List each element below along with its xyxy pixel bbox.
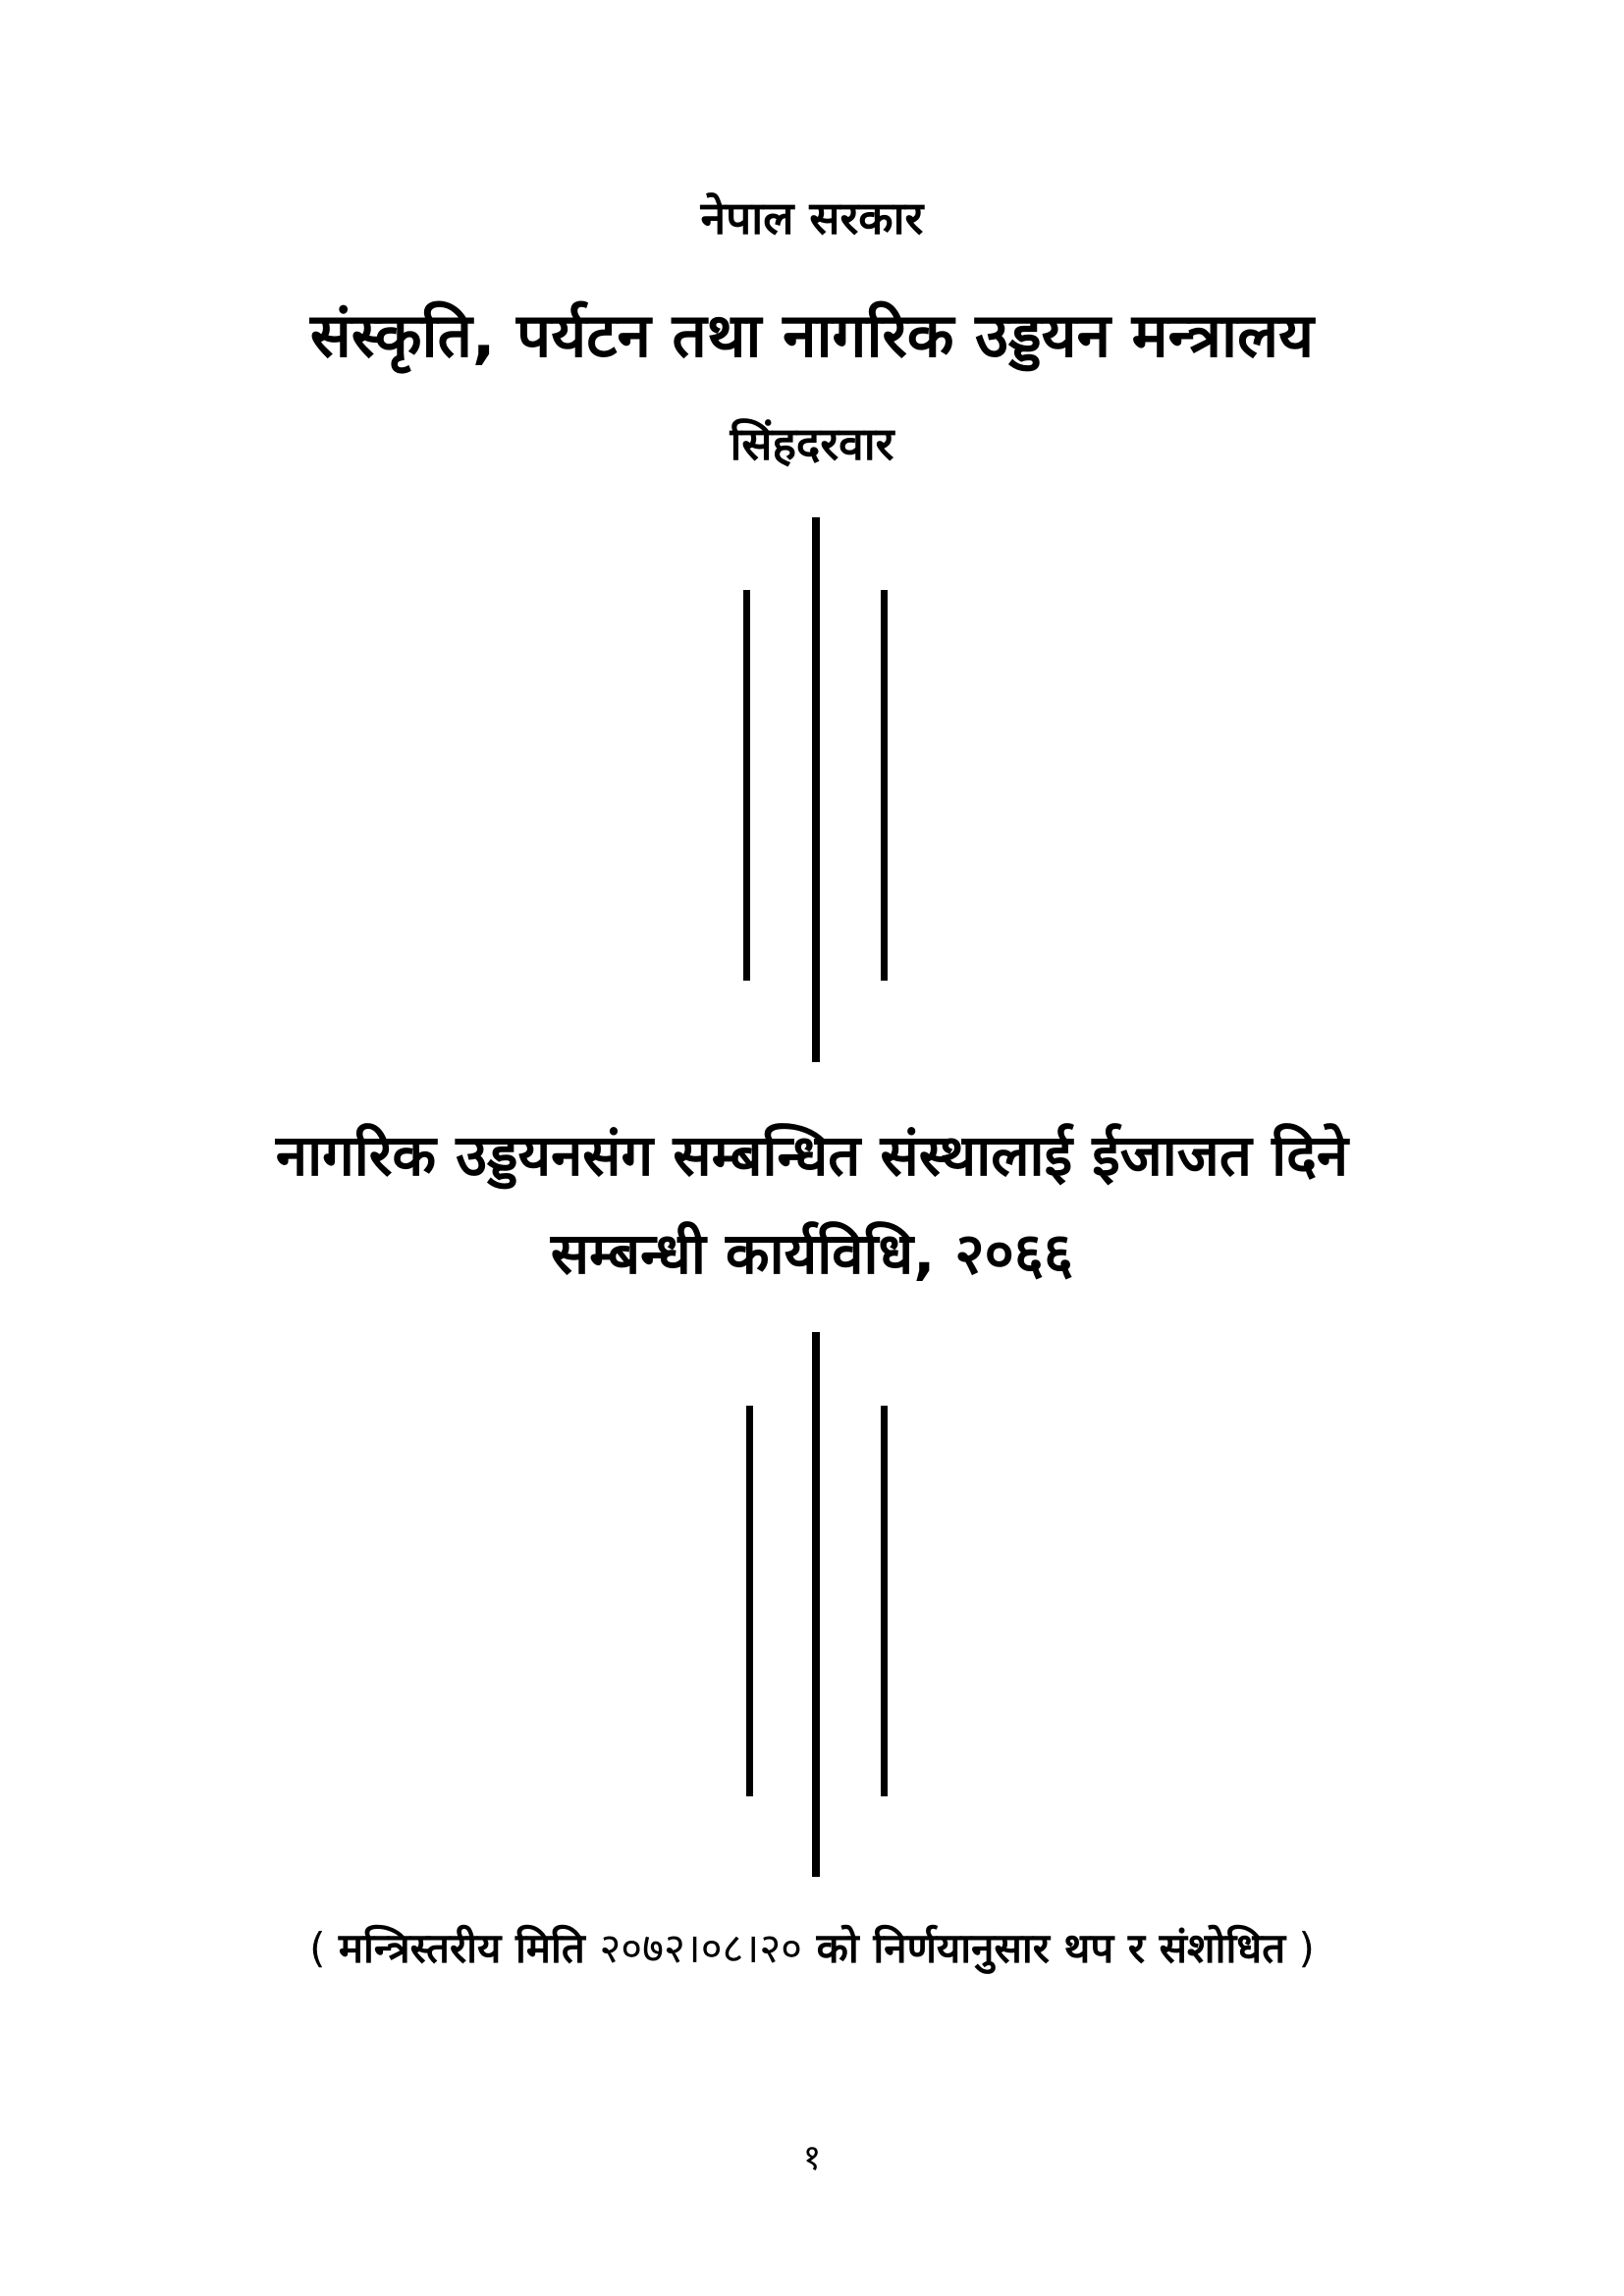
page-number: १ bbox=[802, 2138, 822, 2178]
ornament-right-bar bbox=[881, 590, 888, 981]
ornament-center-bar bbox=[812, 1332, 820, 1877]
ministry-heading: संस्कृति, पर्यटन तथा नागरिक उड्डयन मन्त्रालय bbox=[309, 299, 1315, 371]
ornament-left-bar bbox=[743, 590, 750, 981]
amendment-note bbox=[0, 1919, 1624, 1975]
note-suffix: को निर्णयानुसार थप र संशोधित bbox=[802, 1924, 1286, 1972]
note-prefix: मन्त्रिस्तरीय मिति bbox=[338, 1924, 600, 1972]
document-title-line-2: सम्बन्धी कार्यविधि, २०६६ bbox=[550, 1220, 1074, 1287]
ornament-right-bar bbox=[881, 1406, 888, 1796]
note-date: २०७२।०८।२० bbox=[599, 1924, 802, 1972]
note-open-paren: ( bbox=[309, 1924, 339, 1972]
document-title-line-1: नागरिक उड्डयनसंग सम्बन्धित संस्थालाई ईजाजत दिने bbox=[275, 1122, 1349, 1189]
ornament-left-bar bbox=[746, 1406, 753, 1796]
ornament-center-bar bbox=[812, 517, 820, 1062]
government-heading: नेपाल सरकार bbox=[700, 191, 924, 244]
note-close-paren: ) bbox=[1285, 1924, 1315, 1972]
location-heading: सिंहदरवार bbox=[730, 417, 894, 470]
